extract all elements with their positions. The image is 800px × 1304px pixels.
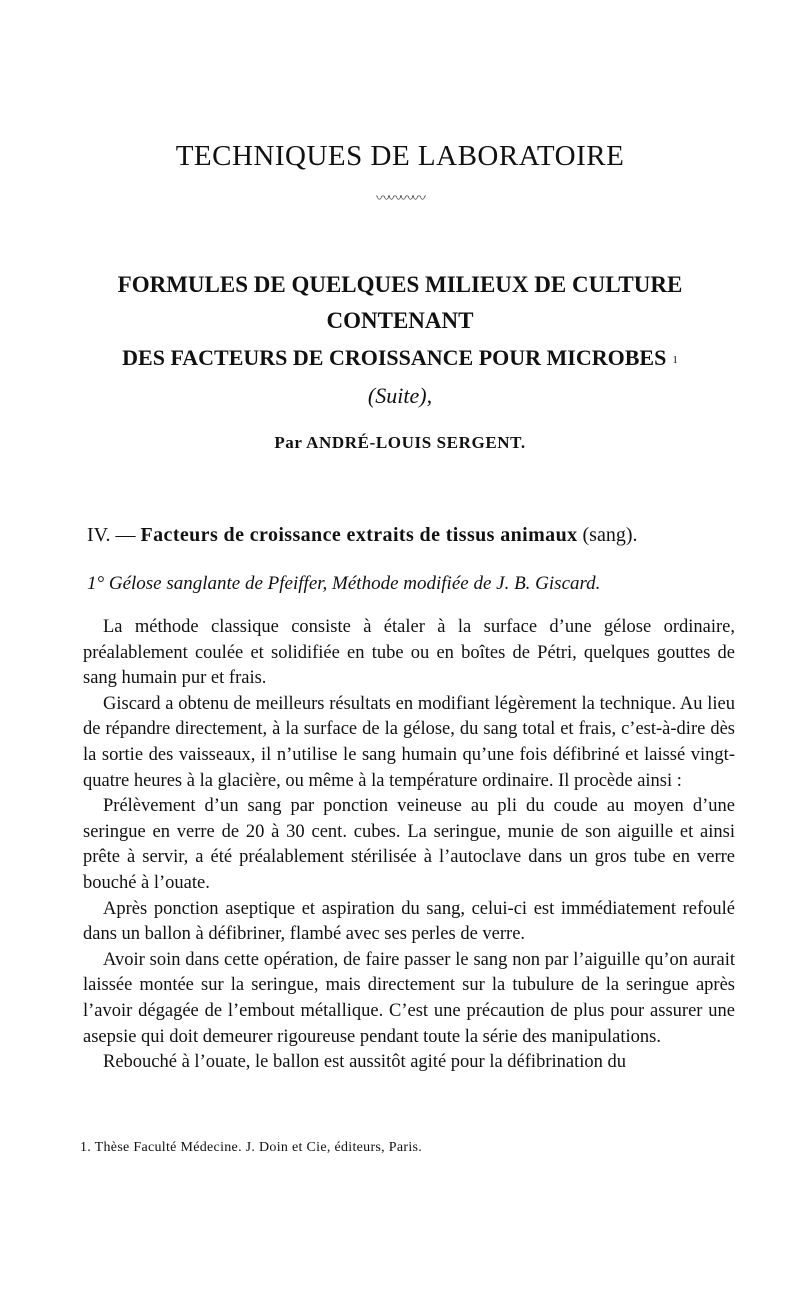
paragraph: Prélèvement d’un sang par ponction veineuse au pli du coude au moyen d’une seringue en verre de 20 à 30 cent. cubes. La seringue, munie de son aiguille et ainsi prête à servir, a été préalablement stérilisée à l’autoclave dans un gros tube en verre bouché à l’ouate. (83, 796, 735, 893)
header-ornament: 〰〰〰〰 (376, 192, 424, 207)
section-heading-tail: (sang). (577, 524, 638, 546)
section-heading-bold: Facteurs de croissance extraits de tissus animaux (140, 524, 578, 546)
body-text (83, 615, 735, 1076)
article-author: Par ANDRÉ-LOUIS SERGENT. (274, 433, 526, 452)
subsection-heading: 1° Gélose sanglante de Pfeiffer, Méthode modifiée de J. B. Giscard. (87, 573, 601, 594)
section-heading (87, 521, 747, 549)
paragraph: La méthode classique consiste à étaler à la surface d’une gélose ordinaire, préalablement coulée et solidifiée en tube ou en boîtes de Pétri, quelques gouttes de sang humain pur et frais. (83, 617, 735, 689)
article-title-line3 (40, 343, 760, 373)
article-title-line2: CONTENANT (326, 308, 474, 333)
page-header-title: TECHNIQUES DE LABORATOIRE (175, 140, 625, 172)
article-title-line1: FORMULES DE QUELQUES MILIEUX DE CULTURE (117, 272, 683, 297)
paragraph: Après ponction aseptique et aspiration du sang, celui-ci est immédiatement refoulé dans un ballon à défibriner, flambé avec ses perles de verre. (83, 898, 735, 945)
footnote-marker: 1 (672, 354, 678, 366)
paragraph: Avoir soin dans cette opération, de faire passer le sang non par l’aiguille qu’on aurait laissée montée sur la seringue, mais directement sur la tubulure de la seringue après l’avoir dégagée de l’embout métallique. C’est une précaution de plus pour assurer une asepsie qui doit demeurer rigoureuse pendant toute la série des manipulations. (83, 949, 735, 1047)
section-number: IV. — (87, 524, 141, 546)
footnote: 1. Thèse Faculté Médecine. J. Doin et Cie, éditeurs, Paris. (80, 1140, 423, 1155)
paragraph: Rebouché à l’ouate, le ballon est aussitôt agité pour la défibrination du (103, 1052, 626, 1073)
paragraph: Giscard a obtenu de meilleurs résultats en modifiant légèrement la technique. Au lieu de répandre directement, à la surface de la gélose, du sang total et frais, c’est-à-dire dès la sortie des vaisseaux, il n’utilise le sang humain qu’une fois défibriné et laissé vingt-quatre heures à la glacière, ou même à la température ordinaire. Il procède ainsi : (83, 693, 735, 791)
article-title-line3-text: DES FACTEURS DE CROISSANCE POUR MICROBES (122, 345, 667, 370)
article-suite: (Suite), (367, 383, 433, 408)
